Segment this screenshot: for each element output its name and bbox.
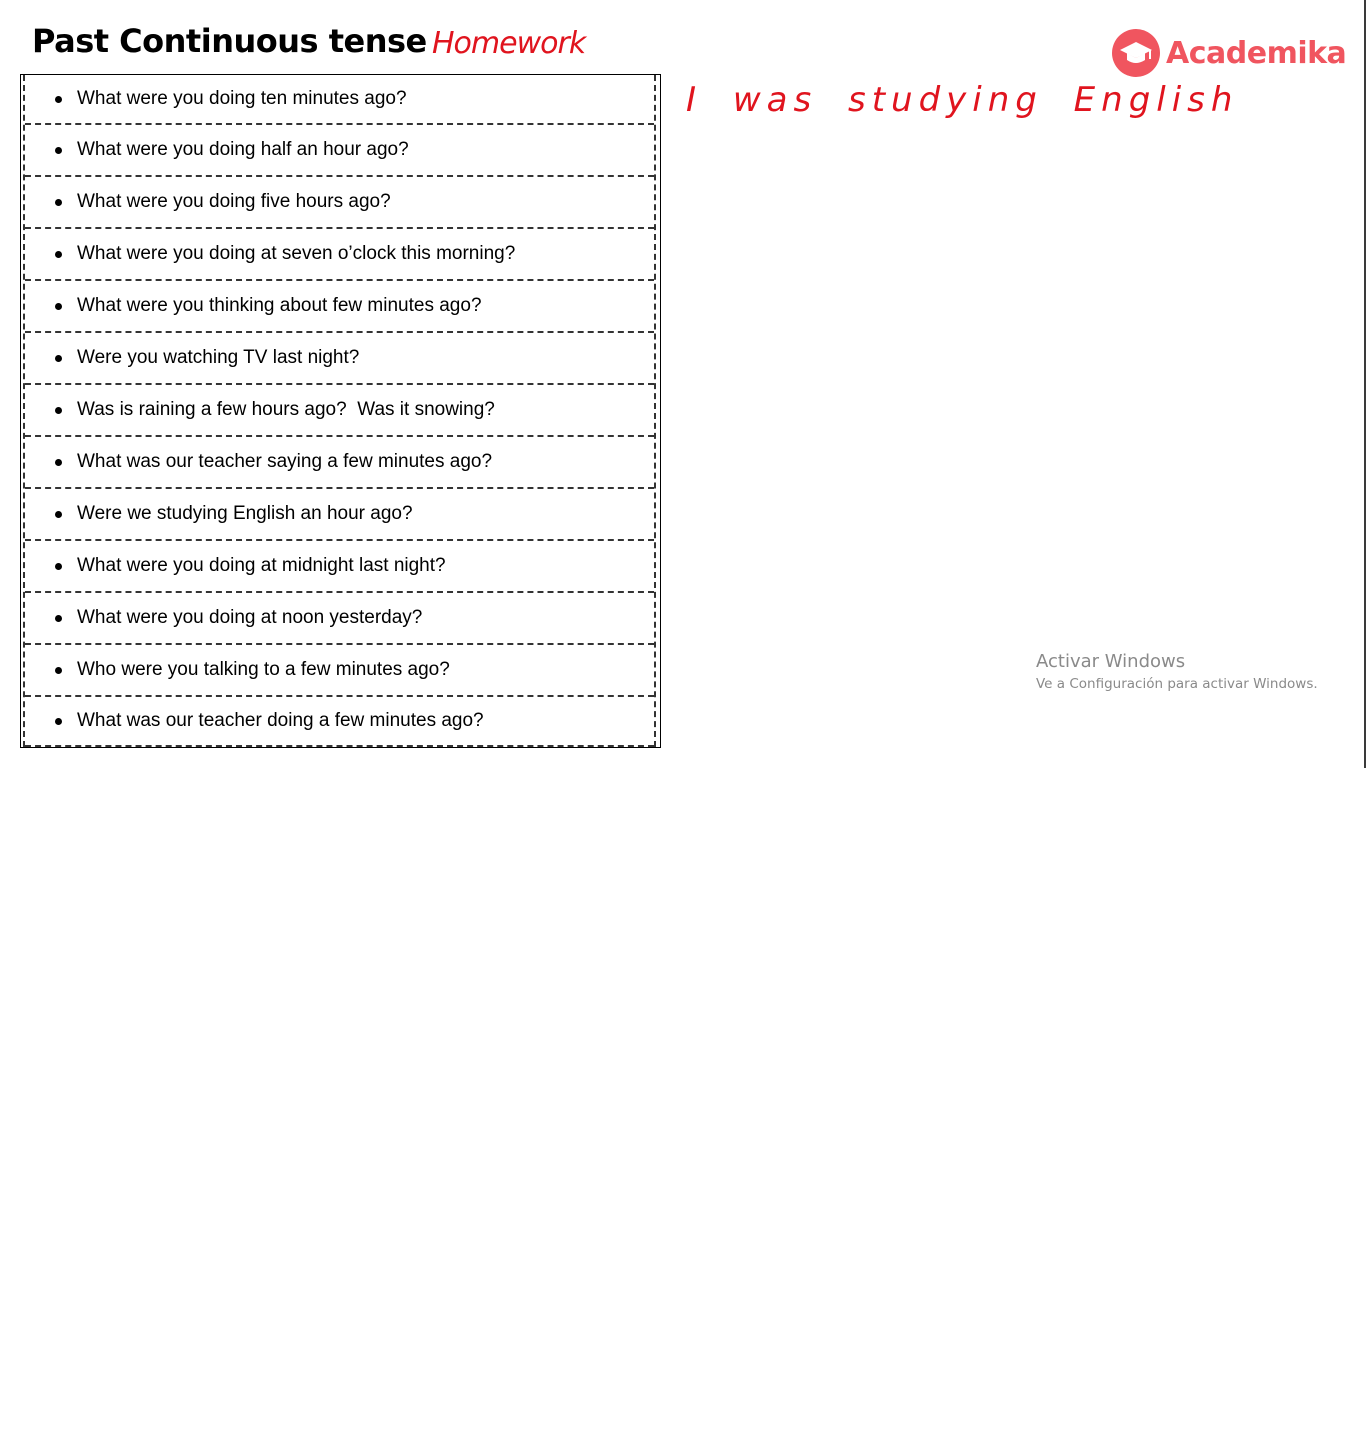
question-text: Were you watching TV last night?	[77, 347, 360, 368]
question-text: Was is raining a few hours ago? Was it snowing?	[77, 399, 495, 420]
list-item	[25, 177, 654, 229]
list-item	[25, 125, 654, 177]
question-text: What were you doing at midnight last night?	[77, 555, 446, 576]
list-item	[25, 229, 654, 281]
list-item	[25, 697, 654, 747]
academika-logo	[1112, 28, 1346, 78]
list-item	[25, 385, 654, 437]
question-text: What were you doing at noon yesterday?	[77, 607, 423, 628]
question-text: What were you doing ten minutes ago?	[77, 88, 407, 109]
question-text: What were you thinking about few minutes ago?	[77, 295, 482, 316]
watermark-title: Activar Windows	[1036, 651, 1186, 672]
list-item	[25, 489, 654, 541]
question-text: What was our teacher saying a few minutes ago?	[77, 451, 493, 472]
question-text: What were you doing five hours ago?	[77, 191, 391, 212]
question-text: Were we studying English an hour ago?	[77, 503, 413, 524]
page-title: Past Continuous tense	[32, 22, 427, 60]
bullet-icon	[55, 199, 62, 206]
worksheet-dashed-frame	[23, 75, 656, 747]
windows-activation-watermark	[1036, 650, 1318, 694]
graduation-cap-icon	[1112, 29, 1160, 77]
list-item	[25, 281, 654, 333]
list-item	[25, 593, 654, 645]
question-text: What were you doing half an hour ago?	[77, 139, 409, 160]
question-text: Who were you talking to a few minutes ago?	[77, 659, 450, 680]
bullet-icon	[55, 459, 62, 466]
bullet-icon	[55, 511, 62, 518]
watermark-subtitle: Ve a Configuración para activar Windows.	[1036, 676, 1318, 692]
list-item	[25, 541, 654, 593]
bullet-icon	[55, 147, 62, 154]
list-item	[25, 645, 654, 697]
list-item	[25, 437, 654, 489]
logo-text: Academika	[1166, 35, 1347, 71]
list-item	[25, 75, 654, 125]
question-text: What was our teacher doing a few minutes ago?	[77, 710, 484, 731]
question-text: What were you doing at seven o’clock this morning?	[77, 243, 516, 264]
bullet-icon	[55, 718, 62, 725]
bullet-icon	[55, 303, 62, 310]
bullet-icon	[55, 667, 62, 674]
handwritten-homework-label: Homework	[432, 26, 586, 61]
bullet-icon	[55, 96, 62, 103]
bullet-icon	[55, 355, 62, 362]
bullet-icon	[55, 251, 62, 258]
bullet-icon	[55, 615, 62, 622]
handwritten-answer: I was studying English	[686, 80, 1239, 120]
question-worksheet	[20, 74, 661, 748]
bullet-icon	[55, 407, 62, 414]
list-item	[25, 333, 654, 385]
question-list	[25, 75, 654, 747]
bullet-icon	[55, 563, 62, 570]
